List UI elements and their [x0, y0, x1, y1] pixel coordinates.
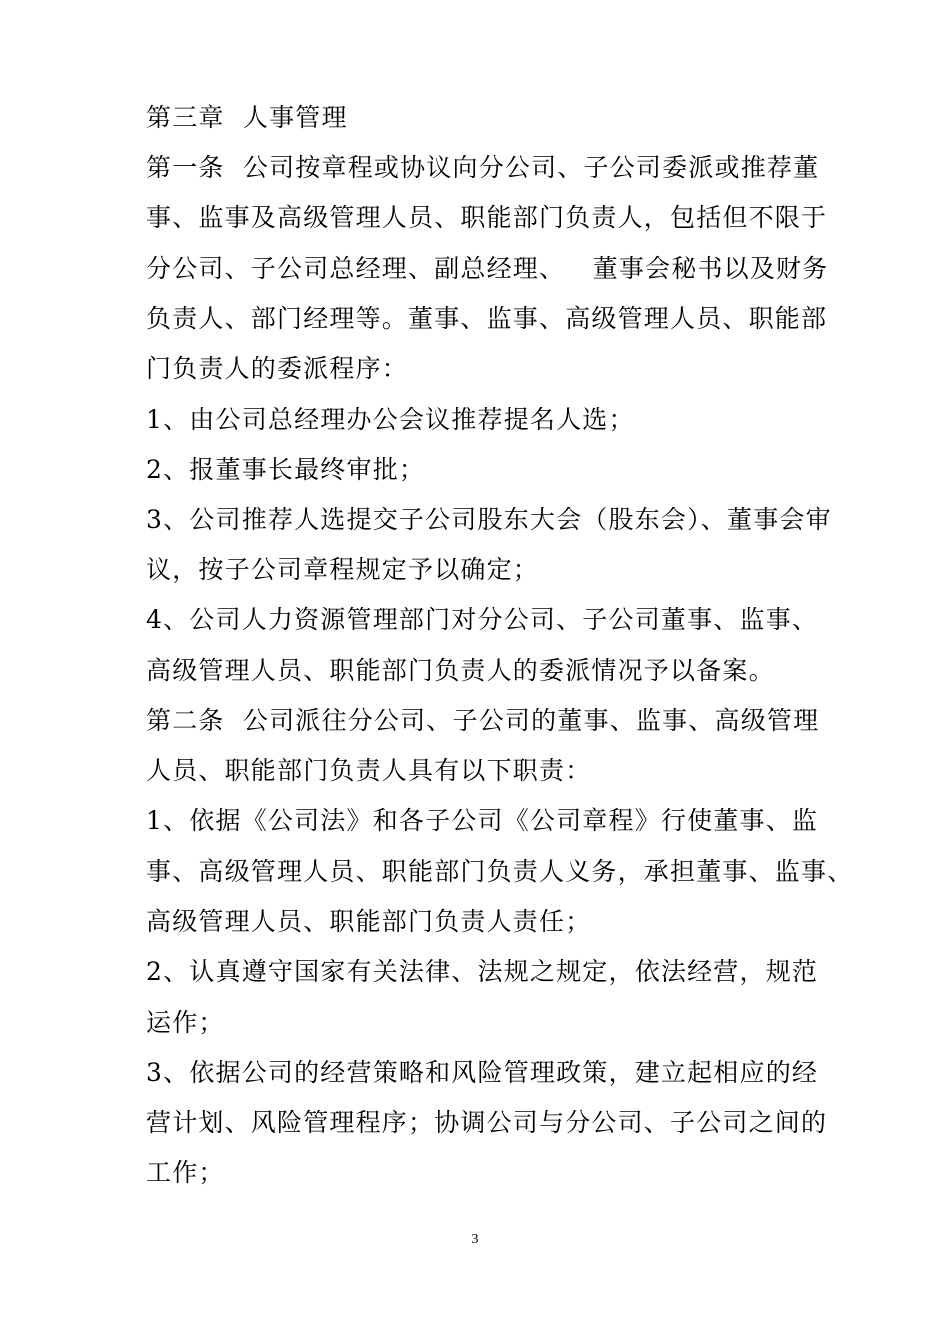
text-line: 营计划、风险管理程序；协调公司与分公司、子公司之间的 — [146, 1108, 828, 1137]
text-line: 3、公司推荐人选提交子公司股东大会（股东会）、董事会审 — [146, 505, 832, 534]
text-line: 分公司、子公司总经理、副总经理、 董事会秘书以及财务 — [146, 254, 829, 283]
page-number: 3 — [471, 1232, 479, 1247]
text-line: 2、认真遵守国家有关法律、法规之规定，依法经营，规范 — [146, 957, 819, 986]
text-line: 负责人、部门经理等。董事、监事、高级管理人员、职能部 — [146, 304, 828, 333]
text-line: 4、公司人力资源管理部门对分公司、子公司董事、监事、 — [146, 605, 819, 634]
text-line: 工作； — [146, 1158, 225, 1187]
text-line: 议，按子公司章程规定予以确定； — [146, 555, 540, 584]
text-line: 3、依据公司的经营策略和风险管理政策，建立起相应的经 — [146, 1058, 819, 1087]
text-line: 2、报董事长最终审批； — [146, 455, 426, 484]
text-line: 高级管理人员、职能部门负责人责任； — [146, 907, 592, 936]
text-line: 事、高级管理人员、职能部门负责人义务，承担董事、监事、 — [146, 857, 854, 886]
chapter-heading: 第三章 人事管理 — [146, 103, 348, 132]
text-line: 门负责人的委派程序： — [146, 354, 409, 383]
text-line: 人员、职能部门负责人具有以下职责： — [146, 756, 592, 785]
text-line: 运作； — [146, 1008, 225, 1037]
text-line: 高级管理人员、职能部门负责人的委派情况予以备案。 — [146, 656, 775, 685]
text-line: 第二条 公司派往分公司、子公司的董事、监事、高级管理 — [146, 706, 820, 735]
text-line: 1、由公司总经理办公会议推荐提名人选； — [146, 405, 635, 434]
text-line: 1、依据《公司法》和各子公司《公司章程》行使董事、监 — [146, 806, 819, 835]
text-line: 事、监事及高级管理人员、职能部门负责人，包括但不限于 — [146, 203, 828, 232]
text-line: 第一条 公司按章程或协议向分公司、子公司委派或推荐董 — [146, 153, 820, 182]
